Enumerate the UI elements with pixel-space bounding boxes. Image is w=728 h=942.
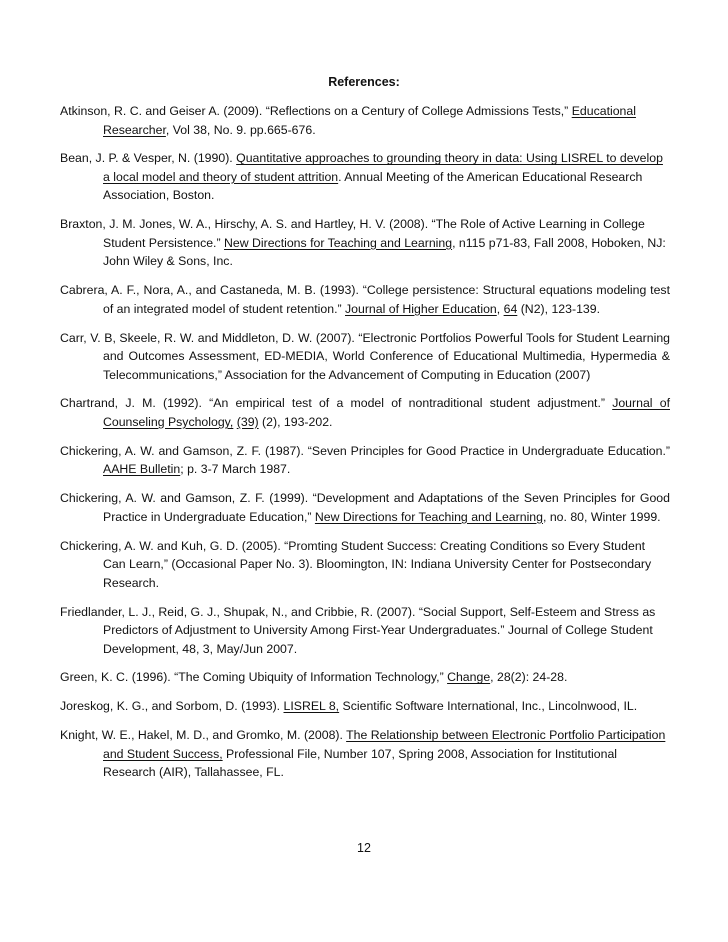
reference-entry: Joreskog, K. G., and Sorbom, D. (1993). LISREL 8, Scientific Software International, Inc., Lincolnwood, IL. xyxy=(60,699,638,714)
reference-entry: Chartrand, J. M. (1992). “An empirical test of a model of nontraditional student adjustment.” Journal of Counseling Psychology, (39) (2), 193-202. xyxy=(60,396,670,429)
reference-entry: Bean, J. P. & Vesper, N. (1990). Quantitative approaches to grounding theory in data: Using LISREL to develop a local model and theory of student attrition. Annual Meeting of the American Educational Research Association, Boston. xyxy=(60,151,663,203)
reference-entry: Friedlander, L. J., Reid, G. J., Shupak, N., and Cribbie, R. (2007). “Social Support, Self-Esteem and Stress as Predictors of Adjustment to University Among First-Year Undergraduates.” Journal of College Student Development, 48, 3, May/Jun 2007. xyxy=(60,604,656,656)
reference-entry: Knight, W. E., Hakel, M. D., and Gromko, M. (2008). The Relationship between Electronic Portfolio Participation and Student Success, Professional File, Number 107, Spring 2008, Association for Institutional Research (AIR), Tallahassee, FL. xyxy=(60,728,666,780)
reference-entry: Chickering, A. W. and Gamson, Z. F. (1987). “Seven Principles for Good Practice in Undergraduate Education.” AAHE Bulletin; p. 3-7 March 1987. xyxy=(60,443,670,477)
page-number: 12 xyxy=(357,841,371,855)
reference-entry: Green, K. C. (1996). “The Coming Ubiquity of Information Technology,” Change, 28(2): 24-28. xyxy=(60,670,568,685)
reference-entry: Cabrera, A. F., Nora, A., and Castaneda, M. B. (1993). “College persistence: Structural equations modeling test of an integrated model of student retention.” Journal of Higher Education, 64 (N2), 123-139. xyxy=(60,283,670,316)
reference-entry: Braxton, J. M. Jones, W. A., Hirschy, A. S. and Hartley, H. V. (2008). “The Role of Active Learning in College Student Persistence.” New Directions for Teaching and Learning, n115 p71-83, Fall 2008, Hoboken, NJ: John Wiley & Sons, Inc. xyxy=(60,217,666,269)
reference-entry: Chickering, A. W. and Kuh, G. D. (2005). “Promting Student Success: Creating Conditions so Every Student Can Learn,” (Occasional Paper No. 3). Bloomington, IN: Indiana University Center for Postsecondary Research. xyxy=(60,538,652,590)
reference-entry: Chickering, A. W. and Gamson, Z. F. (1999). “Development and Adaptations of the Seven Principles for Good Practice in Undergraduate Education,” New Directions for Teaching and Learning, no. 80, Winter 1999. xyxy=(60,491,670,524)
reference-entry: Carr, V. B, Skeele, R. W. and Middleton, D. W. (2007). “Electronic Portfolios Powerful Tools for Student Learning and Outcomes Assessment, ED-MEDIA, World Conference of Educational Multimedia, Hypermedia & Telecommunications,” Association for the Advancement of Computing in Education (2007) xyxy=(60,330,670,382)
reference-entry: Atkinson, R. C. and Geiser A. (2009). “Reflections on a Century of College Admissions Tests,” Educational Researcher, Vol 38, No. 9. pp.665-676. xyxy=(60,104,636,137)
references-heading: References: xyxy=(328,75,400,89)
reference-list xyxy=(60,102,670,792)
